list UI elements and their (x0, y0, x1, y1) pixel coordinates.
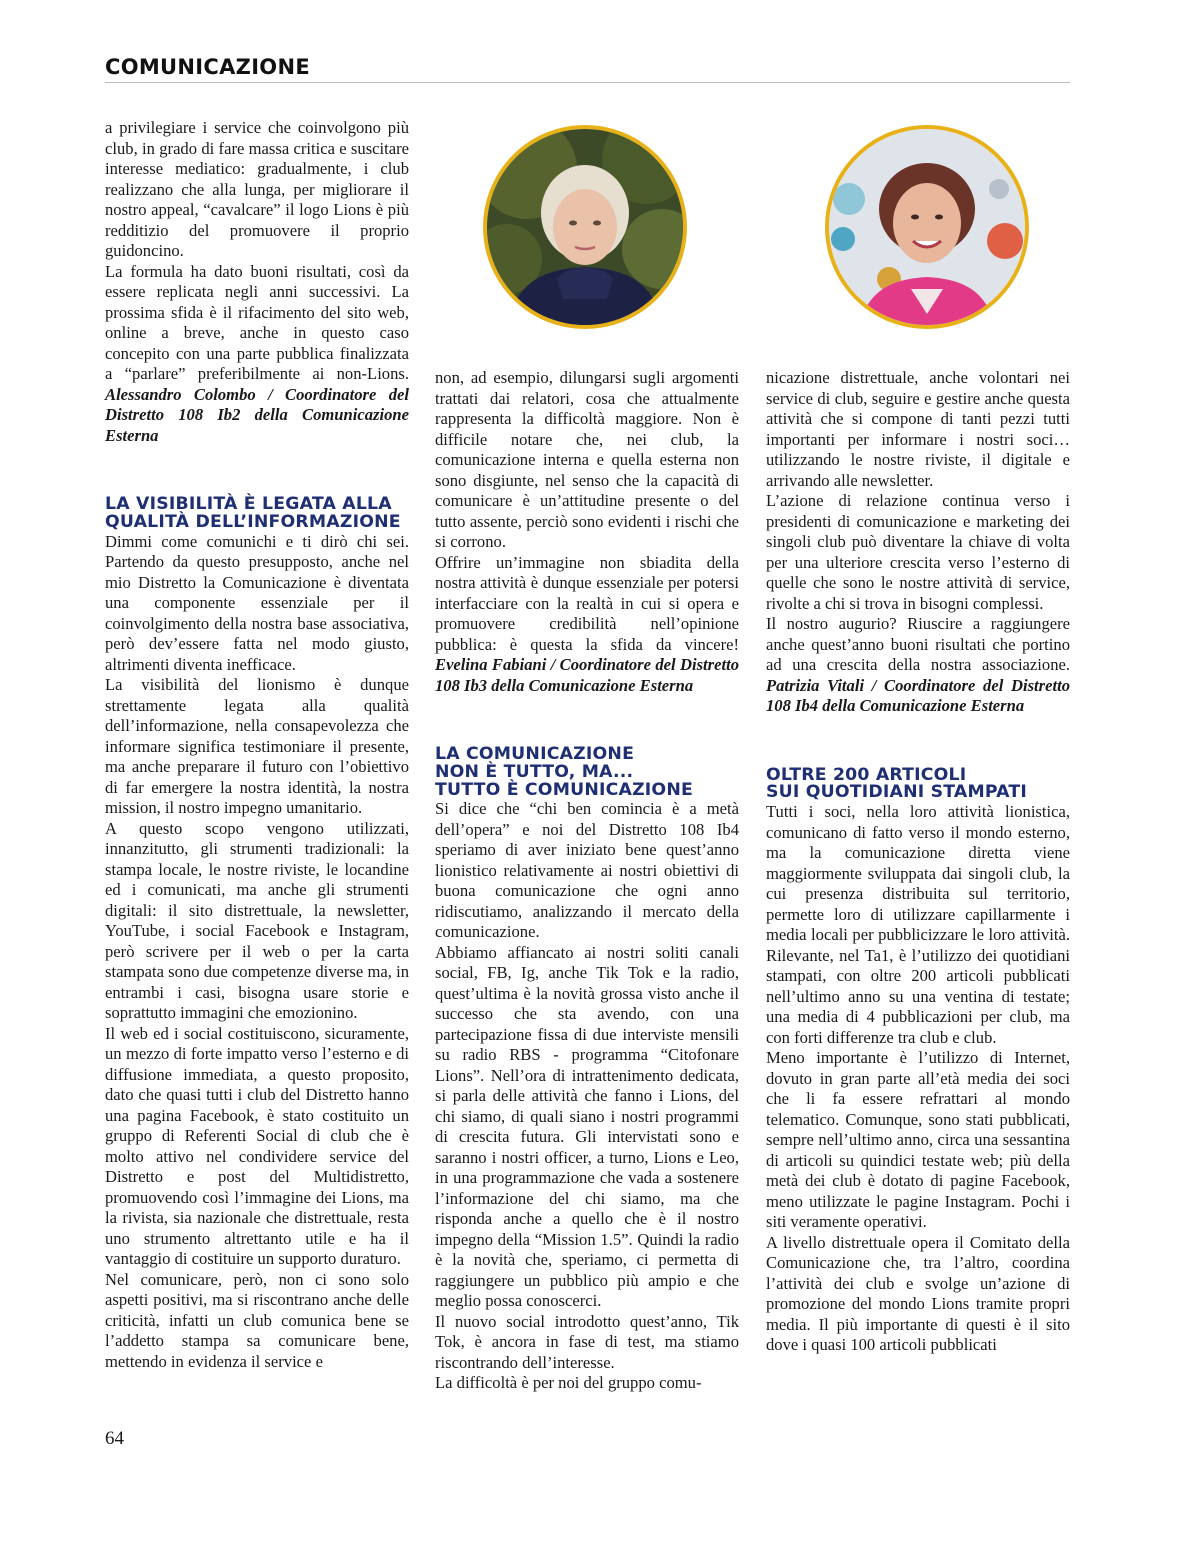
heading-line: LA COMUNICAZIONE (435, 744, 635, 764)
author-signature: Patrizia Vitali / Coordinatore del Distretto 108 Ib4 della Comunicazione Esterna (766, 675, 1070, 715)
article-heading (766, 764, 1070, 803)
heading-line: QUALITÀ DELL’INFORMAZIONE (105, 511, 401, 532)
paragraph: Si dice che “chi ben comincia è a metà dell’opera” e noi del Distretto 108 Ib4 speriamo di aver iniziato bene quest’anno lionistico relativamente ai nostri obiettivi di buona comunicazione che ogni anno ridiscutiamo, analizzando il mercato della comunicazione. (435, 799, 739, 942)
portrait-photo-woman-1 (483, 125, 687, 329)
paragraph: La formula ha dato buoni risultati, così da essere replicata negli anni successivi. La prossima sfida è il rifacimento del sito web, online a breve, anche in questo caso concepito con una parte pubblica finalizzata a “parlare” preferibilmente ai non-Lions. Alessandro Colombo / Coordinatore del Distretto 108 Ib2 della Comunicazione Esterna (105, 261, 409, 445)
paragraph: Offrire un’immagine non sbiadita della nostra attività è dunque essenziale per potersi interfacciare con la realtà in cui si opera e promuovere credibilità nell’opinione pubblica: è questa la sfida da vincere! Evelina Fabiani / Coordinatore del Distretto 108 Ib3 della Comunicazione Esterna (435, 552, 739, 695)
author-signature: Alessandro Colombo / Coordinatore del Distretto 108 Ib2 della Comunicazione Esterna (105, 384, 409, 445)
paragraph: A questo scopo vengono utilizzati, innanzitutto, gli strumenti tradizionali: la stampa locale, le nostre riviste, le locandine ed i comunicati, ma anche gli strumenti digitali: il sito distrettuale, la newsletter, YouTube, i social Facebook e Instagram, però scrivere per il web o per la carta stampata sono due competenze diverse ma, in entrambi i casi, bisogna usare storie e soprattutto immagini che emozionino. (105, 818, 409, 1023)
portrait-photo-woman-2 (825, 125, 1029, 329)
paragraph: a privilegiare i service che coinvolgono più club, in grado di fare massa critica e suscitare interesse mediatico: gradualmente, i club realizzano che alla lunga, per migliorare il nostro appeal, “cavalcare” il logo Lions è più redditizio del promuovere il proprio guidoncino. (105, 118, 409, 260)
paragraph: Tutti i soci, nella loro attività lionistica, comunicano di fatto verso il mondo esterno, ma la comunicazione diretta viene maggiormente sviluppata dai singoli club, la cui presenza distribuita sul territorio, permette loro di utilizzare capillarmente i media locali per pubblicizzare le loro attività. Rilevante, nel Ta1, è l’utilizzo dei quotidiani stampati, con oltre 200 articoli pubblicati nell’ultimo anno su una ventina di testate; una media di 4 pubblicazioni per club, ma con forti differenze tra club e club. (766, 802, 1070, 1047)
paragraph: Il web ed i social costituiscono, sicuramente, un mezzo di forte impatto verso l’esterno e di diffusione immediata, a questo proposito, dato che quasi tutti i club del Distretto hanno una pagina Facebook, è stato costituito un gruppo di Referenti Social di club che è molto attivo nel condividere service del Distretto e post del Multidistretto, promuovendo così l’immagine dei Lions, ma la rivista, sia nazionale che distrettuale, resta uno strumento altrettanto utile e ha il vantaggio di costituire un supporto duraturo. (105, 1023, 409, 1269)
heading-line: LA VISIBILITÀ È LEGATA ALLA (105, 494, 392, 514)
paragraph: Il nuovo social introdotto quest’anno, Tik Tok, è ancora in fase di test, ma stiamo riscontrando dell’interesse. (435, 1311, 739, 1372)
paragraph: A livello distrettuale opera il Comitato della Comunicazione che, tra l’altro, coordina l’attività dei club e svolge un’azione di promozione del mondo Lions tramite propri media. Il più importante di questi è il sito dove i quasi 100 articoli pubblicati (766, 1232, 1070, 1355)
paragraph: non, ad esempio, dilungarsi sugli argomenti trattati dai relatori, cosa che attualmente rappresenta la difficoltà maggiore. Non è difficile notare che, nei club, la comunicazione interna e quella esterna non sono disgiunte, nel senso che la capacità di comunicare è un’attitudine presente o del tutto assente, perciò sono evidenti i rischi che si corrono. (435, 368, 739, 551)
paragraph: Nel comunicare, però, non ci sono solo aspetti positivi, ma si riscontrano anche delle criticità, infatti un club comunica bene se l’addetto stampa sa comunicare bene, mettendo in evidenza il service e (105, 1269, 409, 1371)
paragraph: Abbiamo affiancato ai nostri soliti canali social, FB, Ig, anche Tik Tok e la radio, quest’ultima è la novità grossa visto anche il successo che sta avendo, con una partecipazione fissa di due interviste mensili su radio RBS - programma “Citofonare Lions”. Nell’ora di intrattenimento dedicata, si parla delle attività che fanno i Lions, del chi siamo, di quali siano i nostri programmi di crescita futura. Gli intervistati sono e saranno i nostri officer, a turno, Lions e Leo, in una programmazione che vada a sostenere l’informazione del chi siamo, ma che risponda anche a quello che è il nostro impegno della “Mission 1.5”. Quindi la radio è la novità che, speriamo, ci permetta di raggiungere un pubblico più ampio e che meglio possa conoscerci. (435, 942, 739, 1311)
heading-line: OLTRE 200 ARTICOLI (766, 764, 967, 785)
article-heading (435, 746, 739, 799)
paragraph: L’azione di relazione continua verso i presidenti di comunicazione e marketing dei singoli club può diventare la chiave di volta per una ulteriore crescita verso l’esterno di quelle che sono le nostre attività di service, rivolte a chi si trova in bisogni complessi. (766, 491, 1070, 613)
page-number: 64 (105, 1428, 124, 1449)
column-3 (766, 368, 1070, 1356)
heading-line: TUTTO È COMUNICAZIONE (435, 779, 693, 800)
column-2 (435, 368, 739, 1394)
paragraph: Meno importante è l’utilizzo di Internet, dovuto in gran parte all’età media dei soci che li fa essere refrattari al mondo telematico. Comunque, sono stati pubblicati, sempre nell’ultimo anno, circa una sessantina di articoli su quindici testate web; più della metà dei club è dotato di pagine Facebook, meno utilizzate le pagine Instagram. Pochi i siti veramente operativi. (766, 1048, 1070, 1232)
header-divider (105, 82, 1070, 83)
article-heading (105, 496, 409, 532)
heading-line: SUI QUOTIDIANI STAMPATI (766, 782, 1028, 803)
paragraph: nicazione distrettuale, anche volontari nei service di club, seguire e gestire anche questa attività che si compone di tanti pezzi tutti importanti per informare i nostri soci… utilizzando le nostre riviste, il digitale e arrivando alle newsletter. (766, 368, 1070, 490)
paragraph: Dimmi come comunichi e ti dirò chi sei. Partendo da questo presupposto, anche nel mio Distretto la Comunicazione è diventata una componente essenziale per il coinvolgimento della nostra base associativa, però dev’essere fatta nel modo giusto, altrimenti diventa inefficace. (105, 531, 409, 674)
column-1 (105, 118, 409, 1372)
paragraph: La visibilità del lionismo è dunque strettamente legata alla qualità dell’informazione, nella consapevolezza che informare significa testimoniare il presente, ma anche preparare il futuro con l’obiettivo di far emergere la nostra identità, la nostra mission, il nostro impegno umanitario. (105, 675, 409, 818)
author-signature: Evelina Fabiani / Coordinatore del Distretto 108 Ib3 della Comunicazione Esterna (435, 655, 739, 695)
section-header: COMUNICAZIONE (105, 55, 310, 79)
paragraph: Il nostro augurio? Riuscire a raggiungere anche quest’anno buoni risultati che portino ad una crescita della nostra associazione. Patrizia Vitali / Coordinatore del Distretto 108 Ib4 della Comunicazione Esterna (766, 614, 1070, 715)
heading-line: NON È TUTTO, MA... (435, 761, 634, 782)
paragraph: La difficoltà è per noi del gruppo comu- (435, 1373, 702, 1393)
